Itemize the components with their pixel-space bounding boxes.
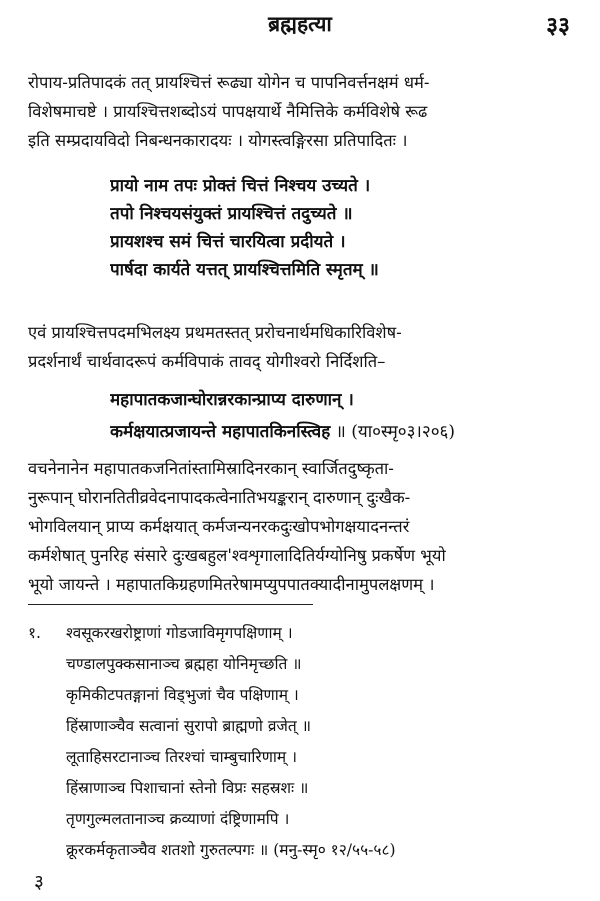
text-line: प्रदर्शनार्थं चार्थवादरूपं कर्मविपाकं तावद् योगीश्वरो निर्दिशति–: [28, 352, 386, 371]
footnote-number: १.: [28, 624, 41, 642]
footnote-line: चण्डालपुक्कसानाञ्च ब्रह्महा योनिमृच्छति ॥: [66, 655, 302, 673]
text-line: कर्मशेषात् पुनरिह संसारे दुःखबहुल'श्वशृगालादितिर्यग्योनिषु प्रकर्षेण भूयो: [28, 546, 446, 565]
citation-reference: ॥ (या०स्मृ०३।२०६): [335, 422, 456, 442]
verse-line: [110, 384, 590, 416]
footnote-divider: [28, 604, 313, 605]
footnote-line: लूताहिसरटानाञ्च तिरश्चां चाम्बुचारिणाम् ।: [66, 748, 297, 766]
verse-text: कर्मक्षयात्प्रजायन्ते महापातकिनस्त्विह: [110, 422, 331, 442]
text-line: रोपाय-प्रतिपादकं तत् प्रायश्चित्तं रूढ्या योगेन च पापनिवर्त्तनक्षमं धर्म-: [28, 73, 430, 92]
verse-line: तपो निश्चयसंयुक्तं प्रायश्चित्तं तदुच्यते ॥: [110, 204, 353, 224]
verse-text: महापातकजान्घोरान्नरकान्प्राप्य दारुणान् ।: [110, 390, 354, 410]
page-number: ३३: [546, 12, 570, 39]
footnote-line: [28, 618, 588, 649]
paragraph-1: [28, 68, 576, 155]
text-line: वचनेनानेन महापातकजनितांस्तामिस्रादिनरकान् स्वार्जितदुष्कृता-: [28, 459, 394, 478]
footnote-line: हिंस्राणाञ्चैव सत्वानां सुरापो ब्राह्मणो व्रजेत् ॥: [66, 717, 311, 735]
running-head-title: ब्रह्महत्या: [268, 11, 332, 36]
footnote-line: क्रूरकर्मकृताञ्चैव शतशो गुरुतल्पगः ॥ (मनु-स्मृ० १२/५५-५८): [66, 841, 396, 859]
paragraph-3: [28, 454, 576, 599]
footnote: [28, 618, 588, 866]
verse-line: प्रायो नाम तपः प्रोक्तं चित्तं निश्चय उच्यते ।: [110, 176, 371, 196]
text-line: इति सम्प्रदायविदो निबन्धनकारादयः । योगस्त्वङ्गिरसा प्रतिपादितः ।: [28, 131, 408, 150]
text-line: एवं प्रायश्चित्तपदमभिलक्ष्य प्रथमतस्तत् प्ररोचनार्थमधिकारिविशेष-: [28, 323, 402, 342]
text-line: विशेषमाचष्टे । प्रायश्चित्तशब्दोऽयं पापक्षयार्थे नैमित्तिके कर्मविशेषे रूढ: [28, 102, 428, 121]
verse-2: [110, 384, 590, 448]
verse-line: प्रायशश्च समं चित्तं चारयित्वा प्रदीयते ।: [110, 232, 346, 252]
footnote-line: तृणगुल्मलतानाञ्च क्रव्याणां दंष्ट्रिणामपि ।: [66, 810, 290, 828]
footnote-line: कृमिकीटपतङ्गानां विड्भुजां चैव पक्षिणाम् ।: [66, 686, 299, 704]
text-line: भूयो जायन्ते । महापातकिग्रहणमितरेषामप्युपपातक्यादीनामुपलक्षणम् ।: [28, 575, 435, 594]
verse-1: [110, 172, 580, 284]
paragraph-2: [28, 318, 576, 376]
verse-line: [110, 416, 590, 448]
text-line: नुरूपान् घोरानतितीव्रवेदनापादकत्वेनातिभयङ्करान् दारुणान् दुःखैक-: [28, 488, 411, 507]
footnote-line: हिंस्राणाञ्च पिशाचानां स्तेनो विप्रः सहस्रशः ॥: [66, 779, 309, 797]
signature-mark: ३: [34, 871, 44, 893]
verse-line: पार्षदा कार्यते यत्तत् प्रायश्चित्तमिति स्मृतम् ॥: [110, 260, 379, 280]
footnote-text: श्वसूकरखरोष्ट्राणां गोडजाविमृगपक्षिणाम् ।: [66, 624, 293, 642]
text-line: भोगविलयान् प्राप्य कर्मक्षयात् कर्मजन्यनरकदुःखोपभोगक्षयादनन्तरं: [28, 517, 410, 536]
